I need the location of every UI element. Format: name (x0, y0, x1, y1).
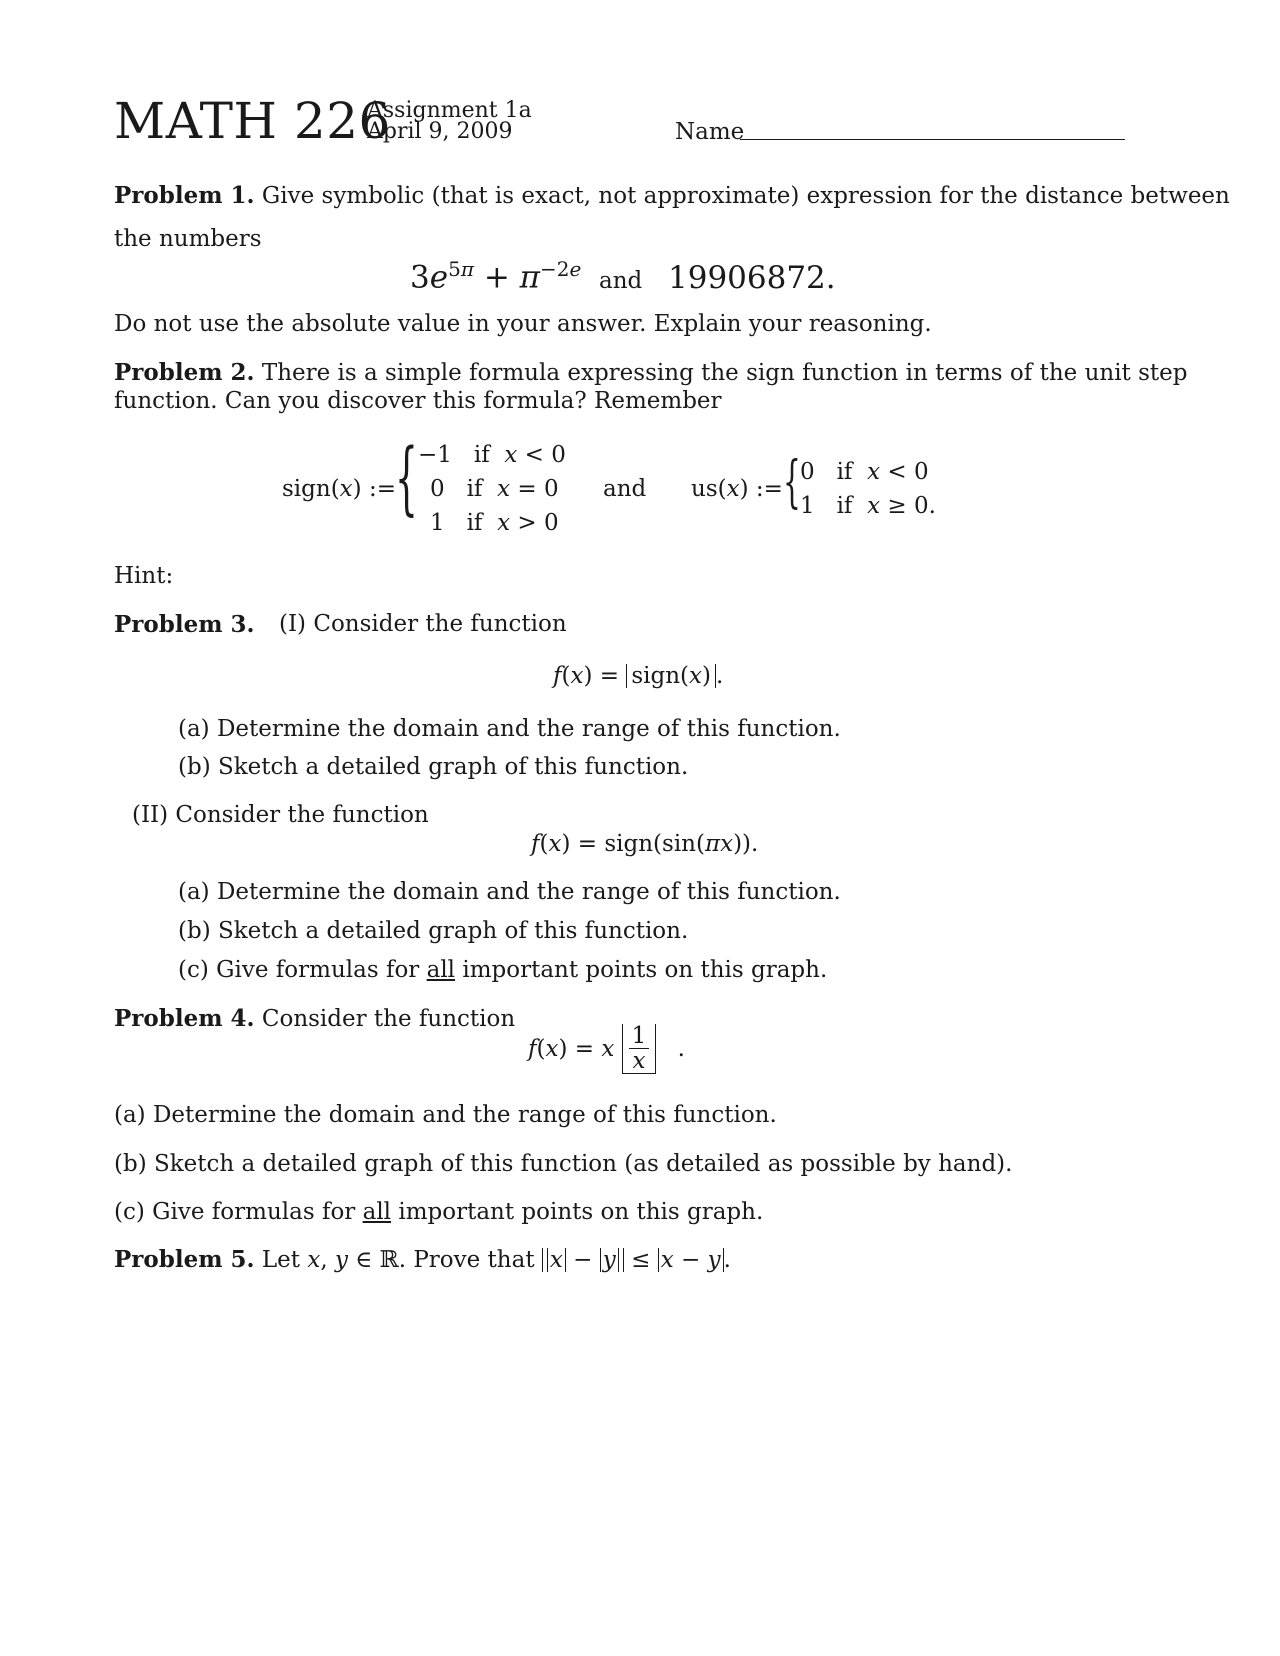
problem-1-number: 19906872. (668, 260, 836, 296)
problem-4-item-c: (c) Give formulas for all important points on this graph. (114, 1199, 764, 1225)
problem-2-and: and (603, 476, 647, 502)
us-definition-lhs: us(x) := (691, 476, 783, 502)
problem-3-part-2-formula: f(x) = sign(sin(πx)). (531, 831, 759, 857)
assignment-label: Assignment 1a (367, 98, 532, 123)
problem-2-label: Problem 2. (114, 359, 255, 386)
problem-1-text-2: the numbers (114, 226, 262, 252)
course-title: MATH 226 (114, 92, 391, 150)
problem-1 (114, 182, 1230, 209)
problem-1-and: and (599, 268, 643, 294)
problem-3-part-1-item-a: (a) Determine the domain and the range of this function. (178, 716, 841, 742)
sign-case-3: 1 if x > 0 (430, 510, 559, 536)
problem-3-part-1-intro: (I) Consider the function (279, 611, 567, 637)
sign-case-2: 0 if x = 0 (430, 476, 559, 502)
problem-1-text-3: Do not use the absolute value in your answer. Explain your reasoning. (114, 311, 932, 337)
problem-4-item-b: (b) Sketch a detailed graph of this function (as detailed as possible by hand). (114, 1151, 1013, 1177)
assignment-date: April 9, 2009 (367, 119, 513, 144)
problem-2-text: There is a simple formula expressing the sign function in terms of the unit step (261, 360, 1188, 386)
left-brace-icon: { (395, 431, 418, 524)
hint-label: Hint: (114, 563, 174, 589)
us-case-1: 0 if x < 0 (800, 459, 929, 485)
name-field[interactable] (740, 112, 1125, 140)
problem-5-label: Problem 5. (114, 1246, 255, 1273)
problem-1-expression: $3e^{5\pi} + \pi^{-2e}$ (410, 257, 582, 296)
problem-4-formula: f(x) = x $\frac{1}{x}$ . (528, 1023, 685, 1074)
problem-4 (114, 1005, 515, 1032)
sign-case-1: −1 if x < 0 (418, 442, 566, 468)
problem-3-part-1-formula: f(x) = sign(x) . (553, 663, 724, 689)
problem-3-part-2-item-a: (a) Determine the domain and the range of this function. (178, 879, 841, 905)
problem-3-part-2-intro: (II) Consider the function (132, 802, 429, 828)
problem-1-text: Give symbolic (that is exact, not approximate) expression for the distance between (261, 183, 1230, 209)
problem-2-text-2: function. Can you discover this formula? Remember (114, 388, 722, 414)
us-case-2: 1 if x ≥ 0. (800, 493, 936, 519)
name-label: Name (675, 119, 745, 145)
problem-4-item-a: (a) Determine the domain and the range of this function. (114, 1102, 777, 1128)
problem-4-label: Problem 4. (114, 1005, 255, 1032)
problem-3-part-1-item-b: (b) Sketch a detailed graph of this function. (178, 754, 689, 780)
problem-5: Problem 5. Let x, y ∈ ℝ. Prove that x − y ≤ x − y . (114, 1246, 731, 1273)
problem-1-label: Problem 1. (114, 182, 255, 209)
problem-4-intro: Consider the function (261, 1006, 516, 1032)
problem-3-part-2-item-c: (c) Give formulas for all important points on this graph. (178, 957, 828, 983)
problem-2 (114, 359, 1188, 386)
left-brace-icon: { (783, 450, 801, 515)
problem-3-part-2-item-b: (b) Sketch a detailed graph of this function. (178, 918, 689, 944)
sign-definition-lhs: sign(x) := (282, 476, 396, 502)
problem-3-label: Problem 3. (114, 611, 255, 638)
